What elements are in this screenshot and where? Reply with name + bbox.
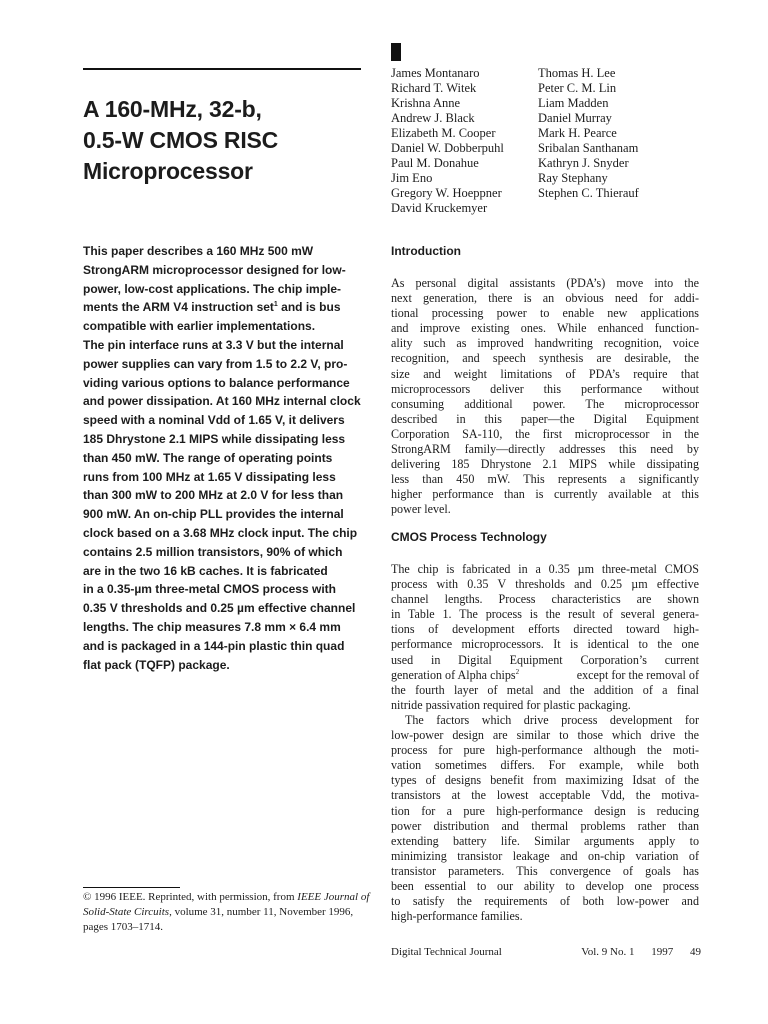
text-line: vation sometimes differs. For example, while both [391,758,699,773]
footnote-ref: 2 [515,667,520,676]
footnote-line [83,890,370,905]
text-line: Corporation SA-110, the first microprocessor in the [391,426,699,441]
introduction-body [391,276,699,518]
page-number: 49 [690,946,701,958]
abstract-line-tail: and is bus [277,300,341,315]
text-line: been essential to our ability to develop one process [391,878,699,893]
text-line: As personal digital assistants (PDA’s) move into the [391,276,699,290]
text-line: used in Digital Equipment Corporation’s current [391,652,699,667]
authors-column-right [538,66,639,201]
author-name: Ray Stephany [538,171,608,185]
text-line: high-performance families. [391,909,523,924]
abstract-line: This paper describes a 160 MHz 500 mW [83,244,314,258]
text-line: process for pure high-performance although the moti- [391,743,699,758]
text-line: low-power design are similar to those which drive the [391,728,699,743]
abstract-line: speed with a nominal Vdd of 1.65 V, it delivers [83,413,345,428]
journal-name: IEEE Journal of [297,891,370,903]
text-line: less than 450 mW. This represents a significantly [391,472,699,487]
text-line: StrongARM family—directly addresses this need by [391,442,699,457]
abstract-line: The pin interface runs at 3.3 V but the internal [83,337,344,352]
author-name: Andrew J. Black [391,111,475,125]
author-name: Sribalan Santhanam [538,141,639,155]
text-line: performance microprocessors. It is identical to the one [391,637,699,652]
text-line: next generation, there is an obvious need for addi- [391,291,699,306]
text-line: The chip is fabricated in a 0.35 µm three-metal CMOS [391,562,699,576]
text-line: consuming additional power. The microprocessor [391,396,699,411]
text-line: power level. [391,502,451,517]
author-name: Gregory W. Hoeppner [391,186,502,200]
abstract-line: runs from 100 MHz at 1.65 V dissipating less [83,469,336,484]
copyright-footnote [83,890,370,935]
text-line: power distribution and thermal problems rather than [391,818,699,833]
footnote-line: pages 1703–1714. [83,921,164,933]
text-line: minimizing transistor leakage and on-chip variation of [391,848,699,863]
author-name: Daniel Murray [538,111,612,125]
abstract-line: 0.35 V thresholds and 0.25 µm effective channel [83,601,356,616]
abstract-line: contains 2.5 million transistors, 90% of which [83,544,343,559]
journal-title: Digital Technical Journal [391,946,502,958]
journal-name: Solid-State Circuits [83,906,170,918]
paper-title [83,94,373,186]
author-name: Elizabeth M. Cooper [391,126,496,140]
text-line: types of designs benefit from maximizing Idsat of the [391,773,699,788]
text-fragment-tail: except for the removal of [576,667,699,682]
authors-column-left [391,66,504,216]
author-name: David Kruckemyer [391,201,488,215]
abstract-line: in a 0.35-µm three-metal CMOS process with [83,582,336,597]
abstract-line: power, low-cost applications. The chip imple- [83,281,342,296]
author-name: Daniel W. Dobberpuhl [391,141,504,155]
author-name: Peter C. M. Lin [538,81,617,95]
abstract-line: 900 mW. An on-chip PLL provides the internal [83,507,344,522]
abstract-line: StrongARM microprocessor designed for low- [83,262,346,277]
page-footer [391,946,701,958]
text-line: to satisfy the requirements of both low-power and [391,894,699,909]
text-line: recognition, and speech synthesis are desirable, the [391,351,699,366]
author-name: Richard T. Witek [391,81,477,95]
footnote-text: , volume 31, number 11, November 1996, [169,906,354,918]
text-line: The factors which drive process development for [405,712,699,727]
author-name: Jim Eno [391,171,433,185]
issue-info [567,946,701,958]
cmos-process-body [391,562,699,924]
section-heading-introduction: Introduction [391,244,461,258]
footnote-line [83,905,363,920]
text-line: size and weight limitations of PDA’s require that [391,366,699,381]
text-line: higher performance than is currently available at this [391,487,699,502]
abstract-line [83,298,355,317]
text-line: tions of development efforts directed toward high- [391,622,699,637]
author-name: Kathryn J. Snyder [538,156,629,170]
text-fragment [391,668,519,683]
text-line: tional processing power to enable new applications [391,306,699,321]
abstract-line: are in the two 16 kB caches. It is fabricated [83,563,328,578]
text-line: microprocessors deliver this performance without [391,381,699,396]
abstract-line: compatible with earlier implementations. [83,319,316,334]
footnote-ref: 1 [273,301,278,309]
text-line: extending battery life. Similar arguments apply to [391,833,699,848]
abstract-line: than 450 mW. The range of operating points [83,450,333,465]
section-heading-cmos-process: CMOS Process Technology [391,530,547,544]
title-line: Microprocessor [83,157,253,184]
footnote-text: © 1996 IEEE. Reprinted, with permission, from [83,891,298,903]
abstract-line: than 300 mW to 200 MHz at 2.0 V for less than [83,488,344,503]
author-name: Mark H. Pearce [538,126,617,140]
text-line: delivering 185 Dhrystone 2.1 MIPS while dissipating [391,457,699,472]
text-line: transistor parameters. This convergence of goals has [391,863,699,878]
author-name: Paul M. Donahue [391,156,479,170]
abstract-line: clock based on a 3.68 MHz clock input. The chip [83,525,358,540]
title-line: 0.5-W CMOS RISC [83,126,279,153]
volume-issue: Vol. 9 No. 1 [581,946,635,958]
text-fragment-main: generation of Alpha chips [391,667,516,682]
author-name: Krishna Anne [391,96,461,110]
abstract-line: and is packaged in a 144-pin plastic thin quad [83,638,345,653]
abstract-line: 185 Dhrystone 2.1 MIPS while dissipating less [83,431,346,446]
text-line: described in this paper—the Digital Equipment [391,411,699,426]
abstract-line: flat pack (TQFP) package. [83,657,230,672]
author-name: Stephen C. Thierauf [538,186,639,200]
abstract-line: lengths. The chip measures 7.8 mm × 6.4 mm [83,619,341,634]
text-line: nitride passivation required for plastic packaging. [391,697,631,712]
text-line: in Table 1. The process is the result of several genera- [391,607,699,622]
author-name: Thomas H. Lee [538,66,616,80]
text-line: tion for a pure high-performance design is reducing [391,803,699,818]
publication-year: 1997 [651,946,674,958]
text-line: the fourth layer of metal and the addition of a final [391,682,699,697]
title-line: A 160-MHz, 32-b, [83,96,262,122]
abstract [83,242,361,674]
abstract-line: power supplies can vary from 1.5 to 2.2 V, pro- [83,356,348,371]
title-rule [83,68,361,70]
author-name: James Montanaro [391,66,480,80]
text-line: channel lengths. Process characteristics are shown [391,592,699,607]
footnote-rule [83,887,180,888]
text-line: process with 0.35 V thresholds and 0.25 µm effective [391,577,699,592]
text-line: transistors at the lowest acceptable Vdd, the motiva- [391,788,699,803]
text-line: and improve existing ones. While enhanced function- [391,321,699,336]
section-marker [391,43,401,61]
abstract-line: viding various options to balance performance [83,375,350,390]
abstract-line: and power dissipation. At 160 MHz internal clock [83,394,361,409]
text-line: ality such as improved handwriting recognition, voice [391,336,699,351]
author-name: Liam Madden [538,96,609,110]
text-line [391,668,699,683]
abstract-line-text: ments the ARM V4 instruction set [83,300,274,315]
